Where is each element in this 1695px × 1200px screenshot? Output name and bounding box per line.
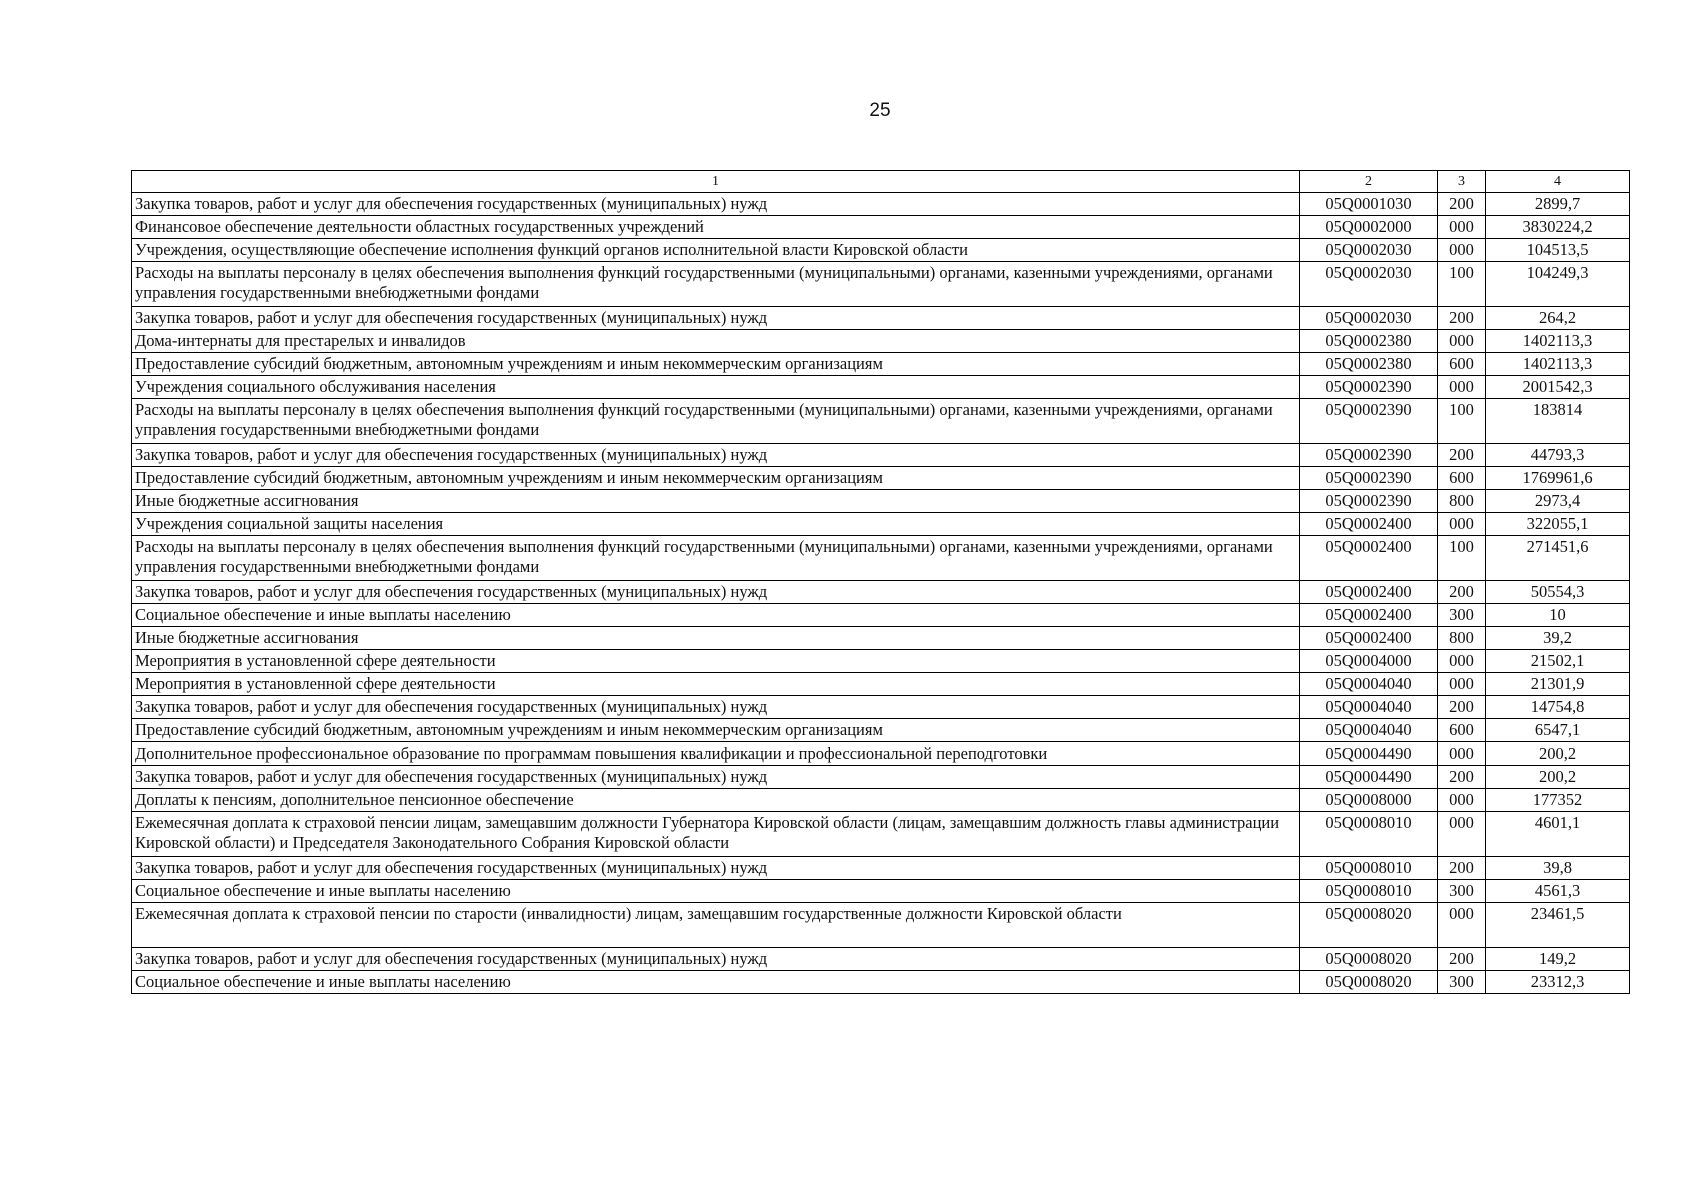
row-type: 000 — [1438, 742, 1486, 766]
table-row — [132, 604, 1630, 627]
row-amount: 44793,3 — [1486, 444, 1630, 467]
row-code: 05Q0008010 — [1300, 880, 1438, 903]
row-type: 000 — [1438, 673, 1486, 696]
row-type: 000 — [1438, 239, 1486, 262]
table-row — [132, 696, 1630, 719]
row-amount: 2001542,3 — [1486, 376, 1630, 399]
table-row — [132, 581, 1630, 604]
row-name: Иные бюджетные ассигнования — [132, 627, 1300, 650]
row-amount: 2973,4 — [1486, 490, 1630, 513]
table-row — [132, 376, 1630, 399]
row-name: Предоставление субсидий бюджетным, автономным учреждениям и иным некоммерческим организациям — [132, 719, 1300, 742]
row-amount: 14754,8 — [1486, 696, 1630, 719]
row-type: 000 — [1438, 330, 1486, 353]
table-row — [132, 789, 1630, 812]
row-name: Учреждения социального обслуживания населения — [132, 376, 1300, 399]
table-row — [132, 513, 1630, 536]
row-amount: 183814 — [1486, 399, 1630, 444]
budget-table — [131, 170, 1630, 994]
table-row — [132, 880, 1630, 903]
table-row — [132, 812, 1630, 857]
row-type: 200 — [1438, 193, 1486, 216]
row-type: 100 — [1438, 536, 1486, 581]
row-code: 05Q0001030 — [1300, 193, 1438, 216]
row-code: 05Q0004040 — [1300, 673, 1438, 696]
row-type: 100 — [1438, 399, 1486, 444]
row-type: 000 — [1438, 789, 1486, 812]
table-row — [132, 948, 1630, 971]
row-name: Доплаты к пенсиям, дополнительное пенсионное обеспечение — [132, 789, 1300, 812]
row-type: 800 — [1438, 627, 1486, 650]
table-row — [132, 490, 1630, 513]
table-row — [132, 444, 1630, 467]
table-row — [132, 742, 1630, 766]
table-row — [132, 719, 1630, 742]
table-row — [132, 536, 1630, 581]
row-amount: 1402113,3 — [1486, 353, 1630, 376]
table-row — [132, 216, 1630, 239]
row-code: 05Q0002400 — [1300, 513, 1438, 536]
row-code: 05Q0008020 — [1300, 948, 1438, 971]
row-name: Учреждения, осуществляющие обеспечение исполнения функций органов исполнительной власти Кировской области — [132, 239, 1300, 262]
row-code: 05Q0008000 — [1300, 789, 1438, 812]
row-code: 05Q0002030 — [1300, 307, 1438, 330]
row-type: 000 — [1438, 812, 1486, 857]
row-name: Мероприятия в установленной сфере деятельности — [132, 673, 1300, 696]
row-code: 05Q0002400 — [1300, 581, 1438, 604]
row-name: Закупка товаров, работ и услуг для обеспечения государственных (муниципальных) нужд — [132, 766, 1300, 789]
row-code: 05Q0004490 — [1300, 742, 1438, 766]
row-code: 05Q0002030 — [1300, 262, 1438, 307]
table-row — [132, 766, 1630, 789]
row-type: 200 — [1438, 581, 1486, 604]
column-header-amount: 4 — [1486, 171, 1630, 193]
row-amount: 1402113,3 — [1486, 330, 1630, 353]
row-name: Финансовое обеспечение деятельности областных государственных учреждений — [132, 216, 1300, 239]
row-type: 000 — [1438, 650, 1486, 673]
row-amount: 50554,3 — [1486, 581, 1630, 604]
row-name: Ежемесячная доплата к страховой пенсии лицам, замещавшим должности Губернатора Кировской области (лицам, замещавшим должность главы администрации Кировской области) и Председателя Законодательного Собрания Кировской области — [132, 812, 1300, 857]
row-type: 300 — [1438, 604, 1486, 627]
row-type: 100 — [1438, 262, 1486, 307]
row-name: Социальное обеспечение и иные выплаты населению — [132, 604, 1300, 627]
table-header-row — [132, 171, 1630, 193]
table-row — [132, 673, 1630, 696]
row-code: 05Q0002390 — [1300, 467, 1438, 490]
table-row — [132, 467, 1630, 490]
row-code: 05Q0008020 — [1300, 971, 1438, 994]
row-code: 05Q0002400 — [1300, 627, 1438, 650]
row-code: 05Q0002390 — [1300, 399, 1438, 444]
row-amount: 4561,3 — [1486, 880, 1630, 903]
row-amount: 39,2 — [1486, 627, 1630, 650]
row-code: 05Q0002000 — [1300, 216, 1438, 239]
column-header-name: 1 — [132, 171, 1300, 193]
row-name: Предоставление субсидий бюджетным, автономным учреждениям и иным некоммерческим организациям — [132, 467, 1300, 490]
row-type: 300 — [1438, 971, 1486, 994]
table-row — [132, 971, 1630, 994]
row-type: 200 — [1438, 766, 1486, 789]
column-header-type: 3 — [1438, 171, 1486, 193]
table-row — [132, 353, 1630, 376]
row-amount: 104513,5 — [1486, 239, 1630, 262]
table-row — [132, 307, 1630, 330]
row-amount: 104249,3 — [1486, 262, 1630, 307]
row-amount: 10 — [1486, 604, 1630, 627]
row-type: 300 — [1438, 880, 1486, 903]
row-code: 05Q0002390 — [1300, 376, 1438, 399]
row-code: 05Q0002400 — [1300, 604, 1438, 627]
table-row — [132, 239, 1630, 262]
row-name: Дополнительное профессиональное образование по программам повышения квалификации и профессиональной переподготовки — [132, 742, 1300, 766]
row-name: Предоставление субсидий бюджетным, автономным учреждениям и иным некоммерческим организациям — [132, 353, 1300, 376]
row-type: 000 — [1438, 376, 1486, 399]
row-amount: 1769961,6 — [1486, 467, 1630, 490]
table-row — [132, 193, 1630, 216]
row-amount: 4601,1 — [1486, 812, 1630, 857]
row-name: Закупка товаров, работ и услуг для обеспечения государственных (муниципальных) нужд — [132, 857, 1300, 880]
row-amount: 21301,9 — [1486, 673, 1630, 696]
row-name: Закупка товаров, работ и услуг для обеспечения государственных (муниципальных) нужд — [132, 696, 1300, 719]
row-amount: 21502,1 — [1486, 650, 1630, 673]
row-amount: 2899,7 — [1486, 193, 1630, 216]
row-name: Закупка товаров, работ и услуг для обеспечения государственных (муниципальных) нужд — [132, 948, 1300, 971]
row-code: 05Q0004000 — [1300, 650, 1438, 673]
row-amount: 39,8 — [1486, 857, 1630, 880]
row-code: 05Q0002390 — [1300, 444, 1438, 467]
row-name: Иные бюджетные ассигнования — [132, 490, 1300, 513]
row-type: 000 — [1438, 903, 1486, 948]
page-number: 25 — [869, 100, 891, 121]
row-name: Закупка товаров, работ и услуг для обеспечения государственных (муниципальных) нужд — [132, 193, 1300, 216]
row-amount: 23461,5 — [1486, 903, 1630, 948]
row-type: 200 — [1438, 857, 1486, 880]
row-name: Расходы на выплаты персоналу в целях обеспечения выполнения функций государственными (муниципальными) органами, казенными учреждениями, органами управления государственными внебюджетными фондами — [132, 399, 1300, 444]
row-amount: 200,2 — [1486, 742, 1630, 766]
row-type: 600 — [1438, 467, 1486, 490]
row-name: Ежемесячная доплата к страховой пенсии по старости (инвалидности) лицам, замещавшим государственные должности Кировской области — [132, 903, 1300, 948]
table-row — [132, 857, 1630, 880]
row-type: 200 — [1438, 948, 1486, 971]
row-name: Расходы на выплаты персоналу в целях обеспечения выполнения функций государственными (муниципальными) органами, казенными учреждениями, органами управления государственными внебюджетными фондами — [132, 536, 1300, 581]
row-amount: 6547,1 — [1486, 719, 1630, 742]
row-code: 05Q0002380 — [1300, 330, 1438, 353]
row-code: 05Q0002400 — [1300, 536, 1438, 581]
row-name: Мероприятия в установленной сфере деятельности — [132, 650, 1300, 673]
row-name: Закупка товаров, работ и услуг для обеспечения государственных (муниципальных) нужд — [132, 444, 1300, 467]
row-name: Закупка товаров, работ и услуг для обеспечения государственных (муниципальных) нужд — [132, 307, 1300, 330]
row-type: 200 — [1438, 307, 1486, 330]
table-row — [132, 399, 1630, 444]
table-row — [132, 262, 1630, 307]
row-amount: 3830224,2 — [1486, 216, 1630, 239]
row-amount: 23312,3 — [1486, 971, 1630, 994]
row-type: 600 — [1438, 719, 1486, 742]
row-type: 800 — [1438, 490, 1486, 513]
row-name: Дома-интернаты для престарелых и инвалидов — [132, 330, 1300, 353]
row-code: 05Q0002390 — [1300, 490, 1438, 513]
row-code: 05Q0004040 — [1300, 696, 1438, 719]
row-code: 05Q0008020 — [1300, 903, 1438, 948]
row-amount: 322055,1 — [1486, 513, 1630, 536]
row-name: Расходы на выплаты персоналу в целях обеспечения выполнения функций государственными (муниципальными) органами, казенными учреждениями, органами управления государственными внебюджетными фондами — [132, 262, 1300, 307]
row-amount: 177352 — [1486, 789, 1630, 812]
row-name: Закупка товаров, работ и услуг для обеспечения государственных (муниципальных) нужд — [132, 581, 1300, 604]
table-row — [132, 627, 1630, 650]
row-amount: 200,2 — [1486, 766, 1630, 789]
row-code: 05Q0002380 — [1300, 353, 1438, 376]
row-name: Социальное обеспечение и иные выплаты населению — [132, 880, 1300, 903]
row-code: 05Q0004040 — [1300, 719, 1438, 742]
row-code: 05Q0008010 — [1300, 857, 1438, 880]
row-name: Социальное обеспечение и иные выплаты населению — [132, 971, 1300, 994]
row-type: 200 — [1438, 696, 1486, 719]
row-type: 600 — [1438, 353, 1486, 376]
table-row — [132, 330, 1630, 353]
row-type: 200 — [1438, 444, 1486, 467]
row-name: Учреждения социальной защиты населения — [132, 513, 1300, 536]
row-code: 05Q0004490 — [1300, 766, 1438, 789]
row-amount: 271451,6 — [1486, 536, 1630, 581]
row-code: 05Q0008010 — [1300, 812, 1438, 857]
row-amount: 149,2 — [1486, 948, 1630, 971]
row-type: 000 — [1438, 216, 1486, 239]
row-type: 000 — [1438, 513, 1486, 536]
row-amount: 264,2 — [1486, 307, 1630, 330]
row-code: 05Q0002030 — [1300, 239, 1438, 262]
table-row — [132, 903, 1630, 948]
table-row — [132, 650, 1630, 673]
column-header-code: 2 — [1300, 171, 1438, 193]
